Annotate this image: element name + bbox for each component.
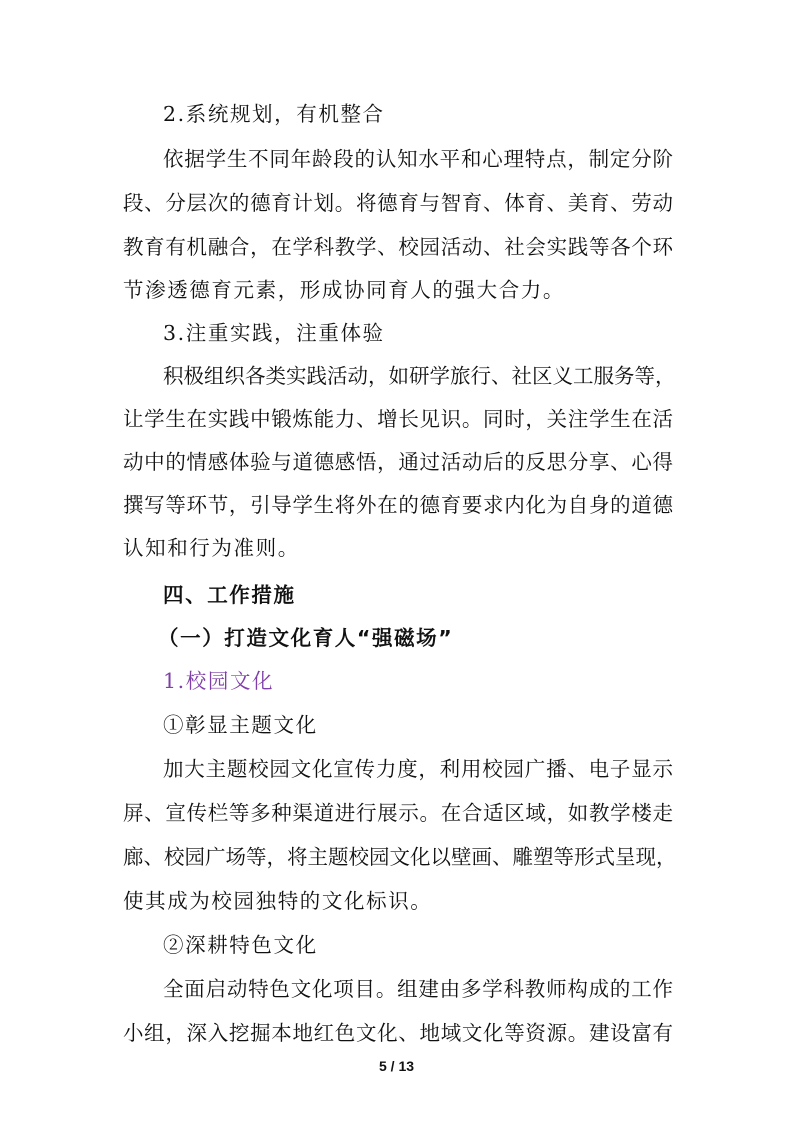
- paragraph-line: 小组，深入挖掘本地红色文化、地域文化等资源。建设富有: [123, 1021, 673, 1045]
- paragraph-line: 让学生在实践中锻炼能力、增长见识。同时，关注学生在活: [123, 407, 673, 431]
- item-heading-campus-culture: 1.校园文化: [163, 669, 275, 693]
- paragraph-line: 节渗透德育元素，形成协同育人的强大合力。: [123, 278, 565, 302]
- paragraph-line: 使其成为校园独特的文化标识。: [123, 889, 433, 913]
- paragraph-line: 认知和行为准则。: [123, 536, 300, 560]
- paragraph-line: 廊、校园广场等，将主题校园文化以壁画、雕塑等形式呈现，: [123, 845, 677, 869]
- paragraph-line: 教育有机融合，在学科教学、校园活动、社会实践等各个环: [123, 235, 673, 259]
- paragraph-line: 积极组织各类实践活动，如研学旅行、社区义工服务等，: [163, 364, 676, 388]
- paragraph-line: 依据学生不同年龄段的认知水平和心理特点，制定分阶: [163, 147, 673, 171]
- paragraph-line: 撰写等环节，引导学生将外在的德育要求内化为自身的道德: [123, 493, 673, 517]
- paragraph-line: 段、分层次的德育计划。将德育与智育、体育、美育、劳动: [123, 191, 673, 215]
- paragraph-line: 屏、宣传栏等多种渠道进行展示。在合适区域，如教学楼走: [123, 801, 673, 825]
- subsection-heading-1: （一）打造文化育人“强磁场”: [158, 626, 454, 650]
- sub-heading-featured-culture: ②深耕特色文化: [163, 933, 318, 957]
- section-heading-3: 3.注重实践，注重体验: [163, 321, 385, 345]
- page-number: 5 / 13: [378, 1058, 415, 1074]
- paragraph-line: 加大主题校园文化宣传力度，利用校园广播、电子显示: [163, 757, 673, 781]
- sub-heading-theme-culture: ①彰显主题文化: [163, 713, 318, 737]
- paragraph-line: 动中的情感体验与道德感悟，通过活动后的反思分享、心得: [123, 450, 673, 474]
- section-heading-2: 2.系统规划，有机整合: [163, 102, 385, 126]
- section-heading-4: 四、工作措施: [163, 583, 296, 607]
- paragraph-line: 全面启动特色文化项目。组建由多学科教师构成的工作: [163, 977, 673, 1001]
